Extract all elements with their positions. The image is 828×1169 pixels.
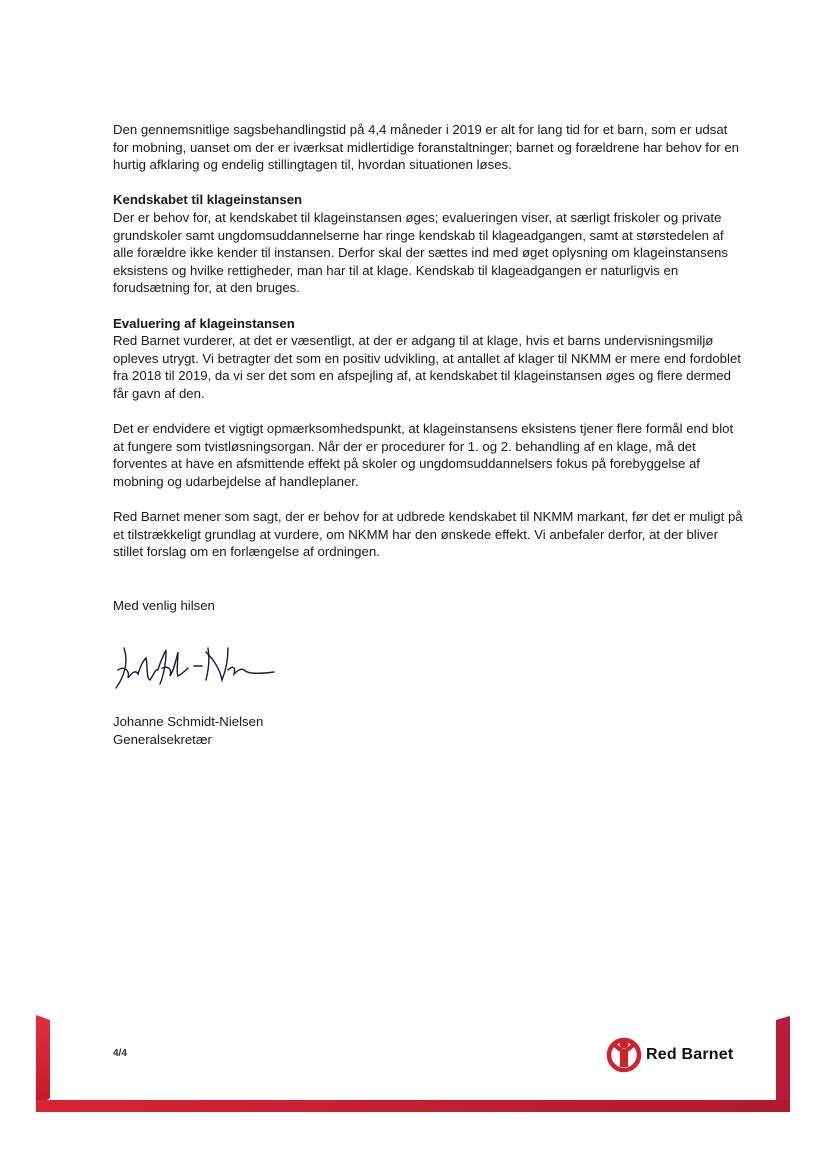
red-barnet-logo xyxy=(606,1037,733,1073)
paragraph-opmaerksomhed: Det er endvidere et vigtigt opmærksomhedspunkt, at klageinstansens eksistens tjener flere formål end blot at fungere som tvistløsningsorgan. Når der er procedurer for 1. og 2. behandling af en klage, må det forventes at have en afsmittende effekt på skoler og ungdomsuddannelsers fokus på forebyggelse af mobning og udarbejdelse af handleplaner. xyxy=(113,421,734,489)
logo-text: Red Barnet xyxy=(646,1046,734,1063)
signer-title: Generalsekretær xyxy=(113,731,212,747)
footer-bottom-bar xyxy=(36,1100,790,1112)
section-text-kendskab: Der er behov for, at kendskabet til klageinstansen øges; evalueringen viser, at særligt friskoler og private grundskoler samt ungdomsuddannelserne har ringe kendskab til klageadgangen, samt at størstedelen af alle forældre ikke kender til instansen. Derfor skal der sættes ind med øget oplysning om klageinstansens eksistens og hvilke rettigheder, man har til at klage. Kendskab til klageadgangen er naturligvis en forudsætning for, at den bruges. xyxy=(113,209,728,296)
footer-left-bar xyxy=(36,1015,50,1108)
signer-name: Johanne Schmidt-Nielsen xyxy=(113,714,264,729)
section-heading-evaluering: Evaluering af klageinstansen xyxy=(113,315,295,331)
red-barnet-figure-icon xyxy=(606,1037,642,1073)
section-heading-kendskab: Kendskabet til klageinstansen xyxy=(113,192,303,208)
closing-greeting: Med venlig hilsen xyxy=(113,598,215,613)
paragraph-anbefaling: Red Barnet mener som sagt, der er behov for at udbrede kendskabet til NKMM markant, før det er muligt på et tilstrækkeligt grundlag at vurdere, om NKMM har den ønskede effekt. Vi anbefaler derfor, at der bliver stillet forslag om en forlængelse af ordningen. xyxy=(113,509,743,560)
page-number: 4/4 xyxy=(113,1048,127,1059)
footer-right-bar xyxy=(776,1016,790,1110)
section-text-evaluering: Red Barnet vurderer, at det er væsentligt, at der er adgang til at klage, hvis et barns undervisningsmiljø opleves utrygt. Vi betragter det som en positiv udvikling, at antallet af klager til NKMM er mere end fordoblet fra 2018 til 2019, da vi ser det som en afspejling af, at kendskabet til klageinstansen øges og flere dermed får gavn af den. xyxy=(113,333,741,401)
intro-paragraph: Den gennemsnitlige sagsbehandlingstid på 4,4 måneder i 2019 er alt for lang tid for et barn, som er udsat for mobning, uanset om der er iværksat midlertidige foranstaltninger; barnet og forældrene har behov for en hurtig afklaring og endelig stillingtagen til, hvordan situationen løses. xyxy=(113,122,740,173)
